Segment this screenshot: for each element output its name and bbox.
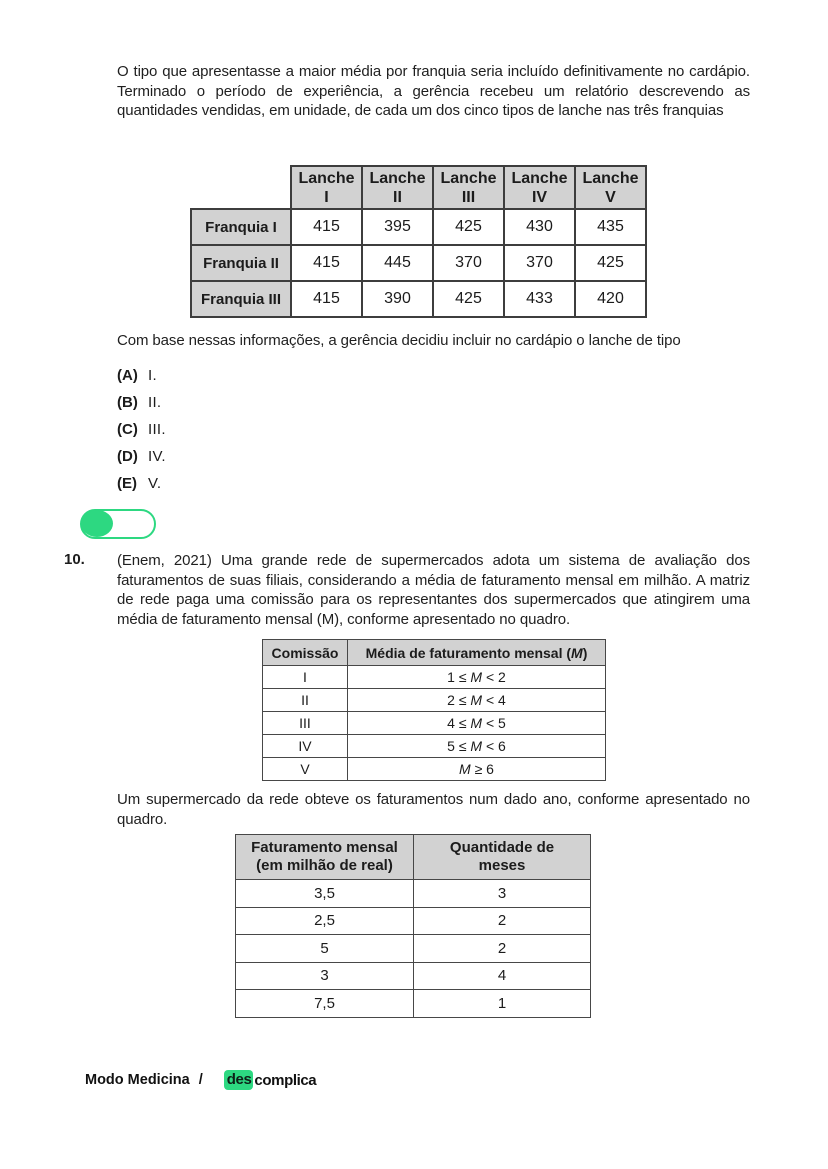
table-cell: I (263, 666, 348, 689)
table-row (263, 735, 606, 758)
table-cell: V (263, 758, 348, 781)
revenue-table (235, 834, 591, 1018)
row-header-cell: Franquia I (191, 209, 291, 245)
table-cell: 433 (504, 281, 575, 317)
table-cell: 3,5 (236, 880, 414, 908)
table-row (191, 209, 646, 245)
question9-intro-paragraph: O tipo que apresentasse a maior média por franquia seria incluído definitivamente no cardápio. Terminado o período de experiência, a gerência recebeu um relatório descrevendo as quantidades vendidas, em unidade, de cada um dos cinco tipos de lanche nas três franquias (117, 63, 750, 119)
table-header-row (191, 166, 646, 209)
option-e (117, 470, 166, 497)
table-header-row (236, 835, 591, 880)
logo-des-highlight: des (224, 1070, 254, 1090)
option-text: II. (148, 394, 162, 411)
column-header-cell: Quantidade de meses (414, 835, 591, 880)
table-row (191, 281, 646, 317)
question10-number: 10. (64, 551, 85, 568)
table-cell: 4 (414, 962, 591, 990)
column-header-cell: Lanche I (291, 166, 362, 209)
row-header-cell: Franquia II (191, 245, 291, 281)
page-footer (85, 1070, 316, 1090)
table-cell: 415 (291, 281, 362, 317)
table-row (236, 907, 591, 935)
table-cell: 425 (433, 209, 504, 245)
sales-table-header (191, 166, 646, 209)
table-row (263, 758, 606, 781)
option-d (117, 443, 166, 470)
sales-table (190, 165, 647, 318)
option-text: III. (148, 421, 166, 438)
option-c (117, 416, 166, 443)
table-cell: 370 (433, 245, 504, 281)
revenue-table-header (236, 835, 591, 880)
column-header-cell: Média de faturamento mensal (M) (348, 640, 606, 666)
option-a (117, 362, 166, 389)
commission-table-body (263, 666, 606, 781)
table-cell: 435 (575, 209, 646, 245)
table-cell: 395 (362, 209, 433, 245)
question10-followup: Um supermercado da rede obteve os faturamentos num dado ano, conforme apresentado no quadro. (117, 791, 750, 828)
program-name: Modo Medicina (85, 1072, 190, 1088)
question9-stem: Com base nessas informações, a gerência decidiu incluir no cardápio o lanche de tipo (117, 332, 681, 349)
column-header-cell: Lanche V (575, 166, 646, 209)
table-cell: 370 (504, 245, 575, 281)
column-header-cell: Lanche II (362, 166, 433, 209)
table-cell: 415 (291, 245, 362, 281)
table-cell: III (263, 712, 348, 735)
logo-complica-text: complica (254, 1071, 317, 1089)
table-cell: II (263, 689, 348, 712)
option-letter: (C) (117, 421, 138, 438)
table-cell: 3 (236, 962, 414, 990)
option-letter: (E) (117, 475, 137, 492)
table-row (191, 245, 646, 281)
table-cell: IV (263, 735, 348, 758)
table-cell: 2 (414, 907, 591, 935)
table-row (236, 990, 591, 1018)
column-header-cell: Faturamento mensal (em milhão de real) (236, 835, 414, 880)
table-cell: 2 (414, 935, 591, 963)
row-header-cell: Franquia III (191, 281, 291, 317)
table-row (263, 666, 606, 689)
table-header-row (263, 640, 606, 666)
option-b (117, 389, 166, 416)
option-text: IV. (148, 448, 166, 465)
answer-options (117, 362, 166, 497)
revenue-table-body (236, 880, 591, 1018)
toggle-knob (81, 510, 113, 537)
table-row (263, 712, 606, 735)
option-text: I. (148, 367, 157, 384)
table-cell: 420 (575, 281, 646, 317)
footer-separator: / (198, 1072, 203, 1088)
column-header-cell: Lanche IV (504, 166, 575, 209)
table-cell: 1 ≤ M < 2 (348, 666, 606, 689)
table-cell: 3 (414, 880, 591, 908)
table-cell: 5 (236, 935, 414, 963)
table-cell: 2,5 (236, 907, 414, 935)
option-letter: (A) (117, 367, 138, 384)
table-row (236, 962, 591, 990)
question10-text: (Enem, 2021) Uma grande rede de supermercados adota um sistema de avaliação dos faturamentos de suas filiais, considerando a média de faturamento mensal em milhão. A matriz de rede paga uma comissão para os representantes dos supermercados que atingirem uma média de faturamento mensal (M), conforme apresentado no quadro. (117, 552, 750, 628)
table-cell: 5 ≤ M < 6 (348, 735, 606, 758)
commission-table-header (263, 640, 606, 666)
option-text: V. (148, 475, 162, 492)
table-cell: 1 (414, 990, 591, 1018)
table-row (236, 880, 591, 908)
table-cell: 390 (362, 281, 433, 317)
table-cell: 425 (575, 245, 646, 281)
table-cell: M ≥ 6 (348, 758, 606, 781)
option-letter: (B) (117, 394, 138, 411)
table-row (263, 689, 606, 712)
table-cell: 415 (291, 209, 362, 245)
table-cell: 4 ≤ M < 5 (348, 712, 606, 735)
table-row (236, 935, 591, 963)
descomplica-logo (224, 1070, 316, 1090)
sales-table-body (191, 209, 646, 317)
table-cell: 7,5 (236, 990, 414, 1018)
table-cell: 2 ≤ M < 4 (348, 689, 606, 712)
option-letter: (D) (117, 448, 138, 465)
table-corner-cell (191, 166, 291, 209)
column-header-cell: Lanche III (433, 166, 504, 209)
table-cell: 430 (504, 209, 575, 245)
commission-table (262, 639, 606, 781)
table-cell: 425 (433, 281, 504, 317)
answer-toggle[interactable] (80, 509, 156, 539)
column-header-cell: Comissão (263, 640, 348, 666)
table-cell: 445 (362, 245, 433, 281)
